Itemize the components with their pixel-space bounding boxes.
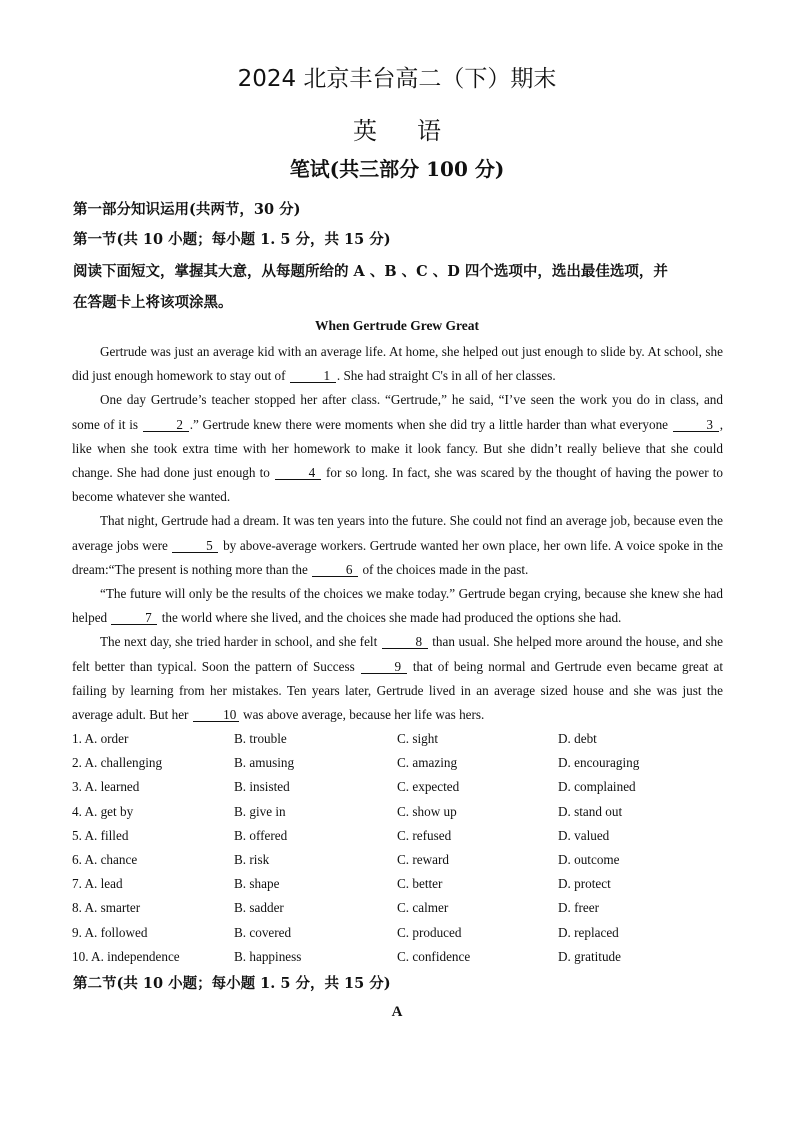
option-b: B. insisted bbox=[234, 779, 290, 795]
option-a: 1. A. order bbox=[72, 731, 129, 746]
blank-2: 2 bbox=[143, 418, 189, 432]
option-a: 2. A. challenging bbox=[72, 755, 163, 771]
option-c: C. confidence bbox=[397, 948, 471, 964]
option-a: 5. A. filled bbox=[72, 827, 129, 843]
option-d: D. protect bbox=[558, 876, 611, 892]
option-c: C. better bbox=[397, 876, 443, 892]
text: for so long. In fact, she was scared by the thought of having the power to become whatever she wanted. bbox=[72, 465, 723, 505]
instruction-line-2: 在答题卡上将该项涂黑。 bbox=[73, 294, 233, 311]
text: than usual. She helped more around the house, and she felt better than typical. Soon the pattern of Success bbox=[72, 634, 723, 674]
option-row-4 bbox=[72, 800, 732, 824]
option-c: C. refused bbox=[397, 827, 452, 843]
option-d: D. complained bbox=[558, 779, 636, 795]
option-d: D. encouraging bbox=[558, 755, 640, 771]
option-row-7 bbox=[72, 872, 732, 896]
text: the world where she lived, and the choices she made had produced the options she had. bbox=[158, 610, 622, 626]
text: was above average, because her life was hers. bbox=[239, 707, 485, 723]
blank-10: 10 bbox=[193, 708, 239, 722]
option-b: B. risk bbox=[234, 851, 270, 867]
part1-heading: 第一部分知识运用(共两节，30 分) bbox=[73, 201, 301, 218]
text: One day Gertrude’s teacher stopped her after class. “Gertrude,” he said, “I’ve seen the work you do in class, and some of it is bbox=[72, 392, 723, 432]
option-b: B. happiness bbox=[234, 948, 302, 964]
option-a: 3. A. learned bbox=[72, 779, 140, 795]
option-b: B. trouble bbox=[234, 731, 287, 746]
section1-heading: 第一节(共 10 小题；每小题 1. 5 分，共 15 分) bbox=[73, 231, 391, 248]
option-d: D. freer bbox=[558, 900, 599, 916]
option-a: 9. A. followed bbox=[72, 924, 148, 940]
option-row-9 bbox=[72, 921, 732, 945]
option-c: C. show up bbox=[397, 803, 457, 819]
blank-8: 8 bbox=[382, 635, 428, 649]
instructions bbox=[73, 256, 723, 318]
option-row-2 bbox=[72, 751, 732, 775]
option-c: C. amazing bbox=[397, 755, 458, 771]
option-d: D. replaced bbox=[558, 924, 619, 940]
option-a: 8. A. smarter bbox=[72, 900, 141, 916]
paragraph-1 bbox=[72, 340, 723, 388]
text: . She had straight C's in all of her classes. bbox=[336, 368, 556, 384]
option-a: 4. A. get by bbox=[72, 803, 134, 819]
option-row-6 bbox=[72, 848, 732, 872]
blank-9: 9 bbox=[361, 660, 407, 674]
option-b: B. covered bbox=[234, 924, 292, 940]
option-c: C. sight bbox=[397, 731, 439, 746]
text: that of being normal and Gertrude even became great at failing by learning from her mistakes. Ten years later, Gertrude lived in an average sized house and she was just the average adult. But her bbox=[72, 658, 723, 723]
text: The next day, she tried harder in school, and she felt bbox=[100, 634, 381, 650]
paragraph-2 bbox=[72, 388, 723, 509]
option-row-5 bbox=[72, 824, 732, 848]
option-a: 6. A. chance bbox=[72, 851, 138, 867]
passage-title: When Gertrude Grew Great bbox=[314, 318, 480, 333]
option-c: C. expected bbox=[397, 779, 460, 795]
paragraph-5 bbox=[72, 630, 723, 727]
option-c: C. produced bbox=[397, 924, 462, 940]
option-b: B. amusing bbox=[234, 755, 295, 771]
passage bbox=[72, 340, 723, 727]
section2-heading: 第二节(共 10 小题；每小题 1. 5 分，共 15 分) bbox=[73, 975, 391, 992]
option-c: C. calmer bbox=[397, 900, 449, 916]
blank-7: 7 bbox=[111, 611, 157, 625]
text: That night, Gertrude had a dream. It was ten years into the future. She could not find an average job, because even the average jobs were bbox=[72, 513, 723, 553]
option-a: 7. A. lead bbox=[72, 876, 123, 892]
text: .” Gertrude knew there were moments when she did try a little harder than what everyone bbox=[189, 416, 672, 432]
paragraph-4 bbox=[72, 582, 723, 630]
exam-subtitle: 笔试(共三部分 100 分) bbox=[289, 157, 505, 181]
option-d: D. valued bbox=[558, 827, 610, 843]
blank-6: 6 bbox=[312, 563, 358, 577]
option-row-3 bbox=[72, 775, 732, 799]
blank-3: 3 bbox=[673, 418, 719, 432]
passage-label-a: A bbox=[391, 1004, 403, 1020]
paragraph-3 bbox=[72, 509, 723, 582]
blank-5: 5 bbox=[172, 539, 218, 553]
option-d: D. debt bbox=[558, 731, 597, 746]
option-b: B. sadder bbox=[234, 900, 284, 916]
subject-title: 英语 bbox=[353, 117, 481, 145]
option-b: B. give in bbox=[234, 803, 286, 819]
text: , like when she took extra time with her homework to make it look fancy. But she didn’t really believe that she could change. She had done just enough to bbox=[72, 416, 723, 481]
text: Gertrude was just an average kid with an average life. At home, she helped out just enough to slide by. At school, she did just enough homework to stay out of bbox=[72, 344, 723, 384]
option-b: B. offered bbox=[234, 827, 288, 843]
option-c: C. reward bbox=[397, 851, 449, 867]
option-a: 10. A. independence bbox=[72, 948, 180, 964]
option-d: D. gratitude bbox=[558, 948, 621, 964]
page-title: 2024 北京丰台高二（下）期末 bbox=[237, 66, 557, 92]
option-row-1 bbox=[72, 727, 732, 751]
text: “The future will only be the results of the choices we make today.” Gertrude began crying, because she knew she had helped bbox=[72, 586, 723, 626]
option-d: D. outcome bbox=[558, 851, 620, 867]
option-row-8 bbox=[72, 896, 732, 920]
text: of the choices made in the past. bbox=[359, 561, 529, 577]
instruction-line-1: 阅读下面短文，掌握其大意，从每题所给的 A 、B 、C 、D 四个选项中，选出最佳选项，并 bbox=[73, 263, 668, 280]
blank-1: 1 bbox=[290, 369, 336, 383]
option-d: D. stand out bbox=[558, 803, 623, 819]
answer-options bbox=[72, 727, 732, 969]
text: by above-average workers. Gertrude wanted her own place, her own life. A voice spoke in the dream:“The present is nothing more than the bbox=[72, 537, 724, 577]
option-b: B. shape bbox=[234, 876, 280, 892]
blank-4: 4 bbox=[275, 466, 321, 480]
option-row-10 bbox=[72, 945, 732, 969]
